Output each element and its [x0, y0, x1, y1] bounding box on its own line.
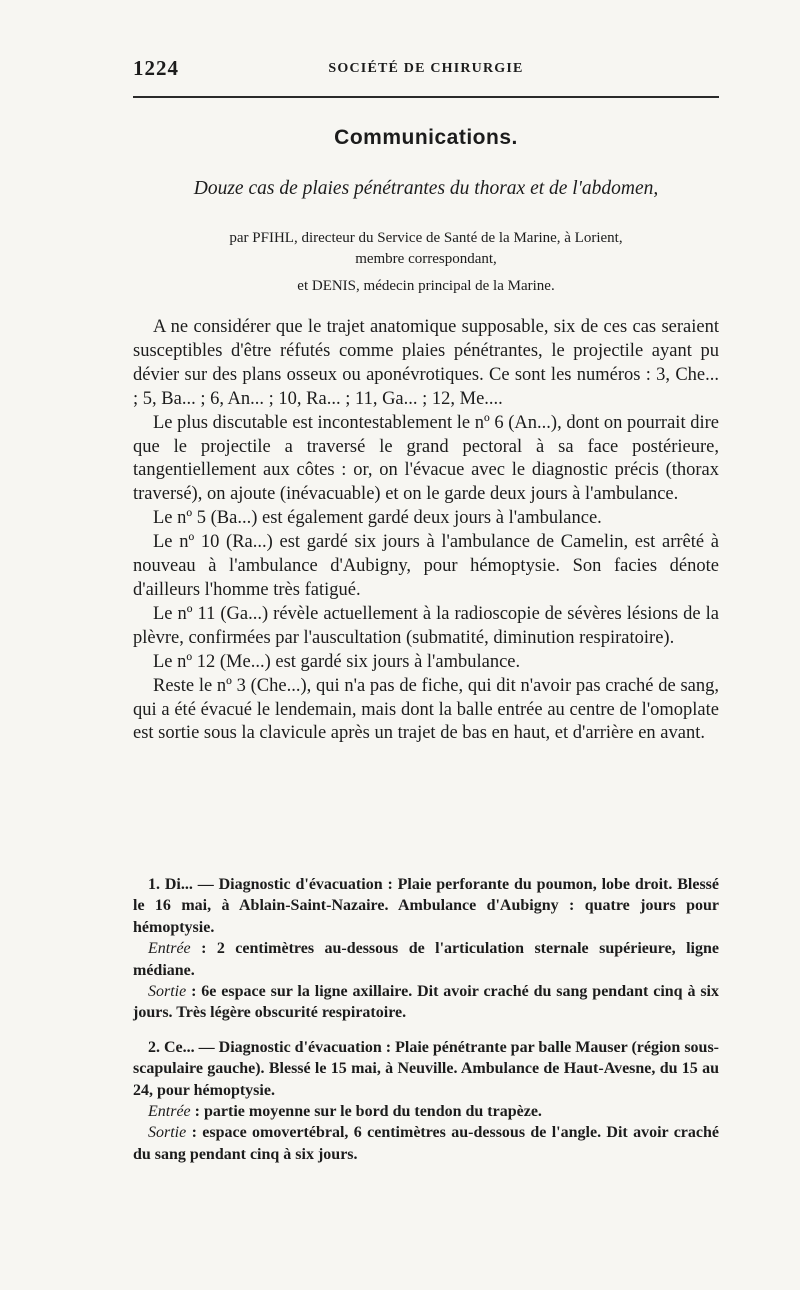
exit-label: Sortie	[148, 983, 187, 1001]
body-paragraph: A ne considérer que le trajet anatomique supposable, six de ces cas seraient susceptibles d'être réfutés comme plaies pénétrantes, le projectile ayant pu dévier sur des plans osseux ou aponévrotiques. Ce sont les numéros : 3, Che... ; 5, Ba... ; 6, An... ; 10, Ra... ; 11, Ga... ; 12, Me....	[133, 317, 719, 409]
case-heading: 1. Di... — Diagnostic d'évacuation : Plaie perforante du poumon, lobe droit. Blessé le 16 mai, à Ablain-Saint-Nazaire. Ambulance d'Aubigny : quatre jours pour hémoptysie.	[133, 876, 719, 936]
page-number: 1224	[133, 56, 179, 80]
running-header	[133, 56, 719, 86]
entry-label: Entrée	[148, 940, 191, 958]
case-exit	[133, 1122, 719, 1165]
exit-label: Sortie	[148, 1124, 187, 1142]
case-entry	[133, 1101, 719, 1122]
body-paragraph: Le plus discutable est incontestablement le nº 6 (An...), dont on pourrait dire que le projectile a traversé le grand pectoral à sa face postérieure, tangentiellement aux côtes : or, on l'évacue avec le diagnostic précis (thorax traversé), on ajoute (inévacuable) et on le garde deux jours à l'ambulance.	[133, 412, 719, 505]
body-paragraph: Reste le nº 3 (Che...), qui n'a pas de fiche, qui dit n'avoir pas craché de sang, qui a été évacué le lendemain, mais dont la balle entrée au centre de l'omoplate est sortie sous la clavicule après un trajet de bas en haut, et d'arrière en avant.	[133, 675, 719, 744]
case-entry	[133, 938, 719, 981]
byline-role: membre correspondant,	[355, 251, 497, 267]
case-heading: 2. Ce... — Diagnostic d'évacuation : Plaie pénétrante par balle Mauser (région sous-scapulaire gauche). Blessé le 15 mai, à Neuville. Ambulance de Haut-Avesne, du 15 au 24, pour hémoptysie.	[133, 1038, 719, 1099]
section-title: Communications.	[334, 126, 518, 149]
exit-text: : 6e espace sur la ligne axillaire. Dit avoir craché du sang pendant cinq à six jours. Très légère obscurité respiratoire.	[133, 983, 719, 1022]
header-rule	[133, 96, 719, 98]
entry-text: : 2 centimètres au-dessous de l'articulation sternale supérieure, ligne médiane.	[133, 940, 719, 979]
body-text	[133, 316, 719, 746]
article-title: Douze cas de plaies pénétrantes du thorax et de l'abdomen,	[193, 178, 659, 199]
entry-label: Entrée	[148, 1103, 191, 1121]
exit-text: : espace omovertébral, 6 centimètres au-dessous de l'angle. Dit avoir craché du sang pendant cinq à six jours.	[133, 1124, 719, 1163]
byline-coauthor: et DENIS, médecin principal de la Marine.	[297, 278, 555, 294]
body-paragraph: Le nº 5 (Ba...) est également gardé deux jours à l'ambulance.	[153, 508, 602, 529]
byline-authors: par PFIHL, directeur du Service de Santé de la Marine, à Lorient,	[229, 230, 623, 246]
running-title: SOCIÉTÉ DE CHIRURGIE	[328, 61, 524, 76]
body-paragraph: Le nº 11 (Ga...) révèle actuellement à la radioscopie de sévères lésions de la plèvre, confirmées par l'auscultation (submatité, diminution respiratoire).	[133, 603, 719, 648]
body-paragraph: Le nº 10 (Ra...) est gardé six jours à l'ambulance de Camelin, est arrêté à nouveau à l'ambulance d'Aubigny, pour hémoptysie. Son facies dénote d'ailleurs l'homme très fatigué.	[133, 532, 719, 600]
case-exit	[133, 981, 719, 1024]
body-paragraph: Le nº 12 (Me...) est gardé six jours à l'ambulance.	[153, 651, 521, 672]
case-list	[133, 874, 719, 1165]
entry-text: : partie moyenne sur le bord du tendon du trapèze.	[190, 1103, 542, 1121]
